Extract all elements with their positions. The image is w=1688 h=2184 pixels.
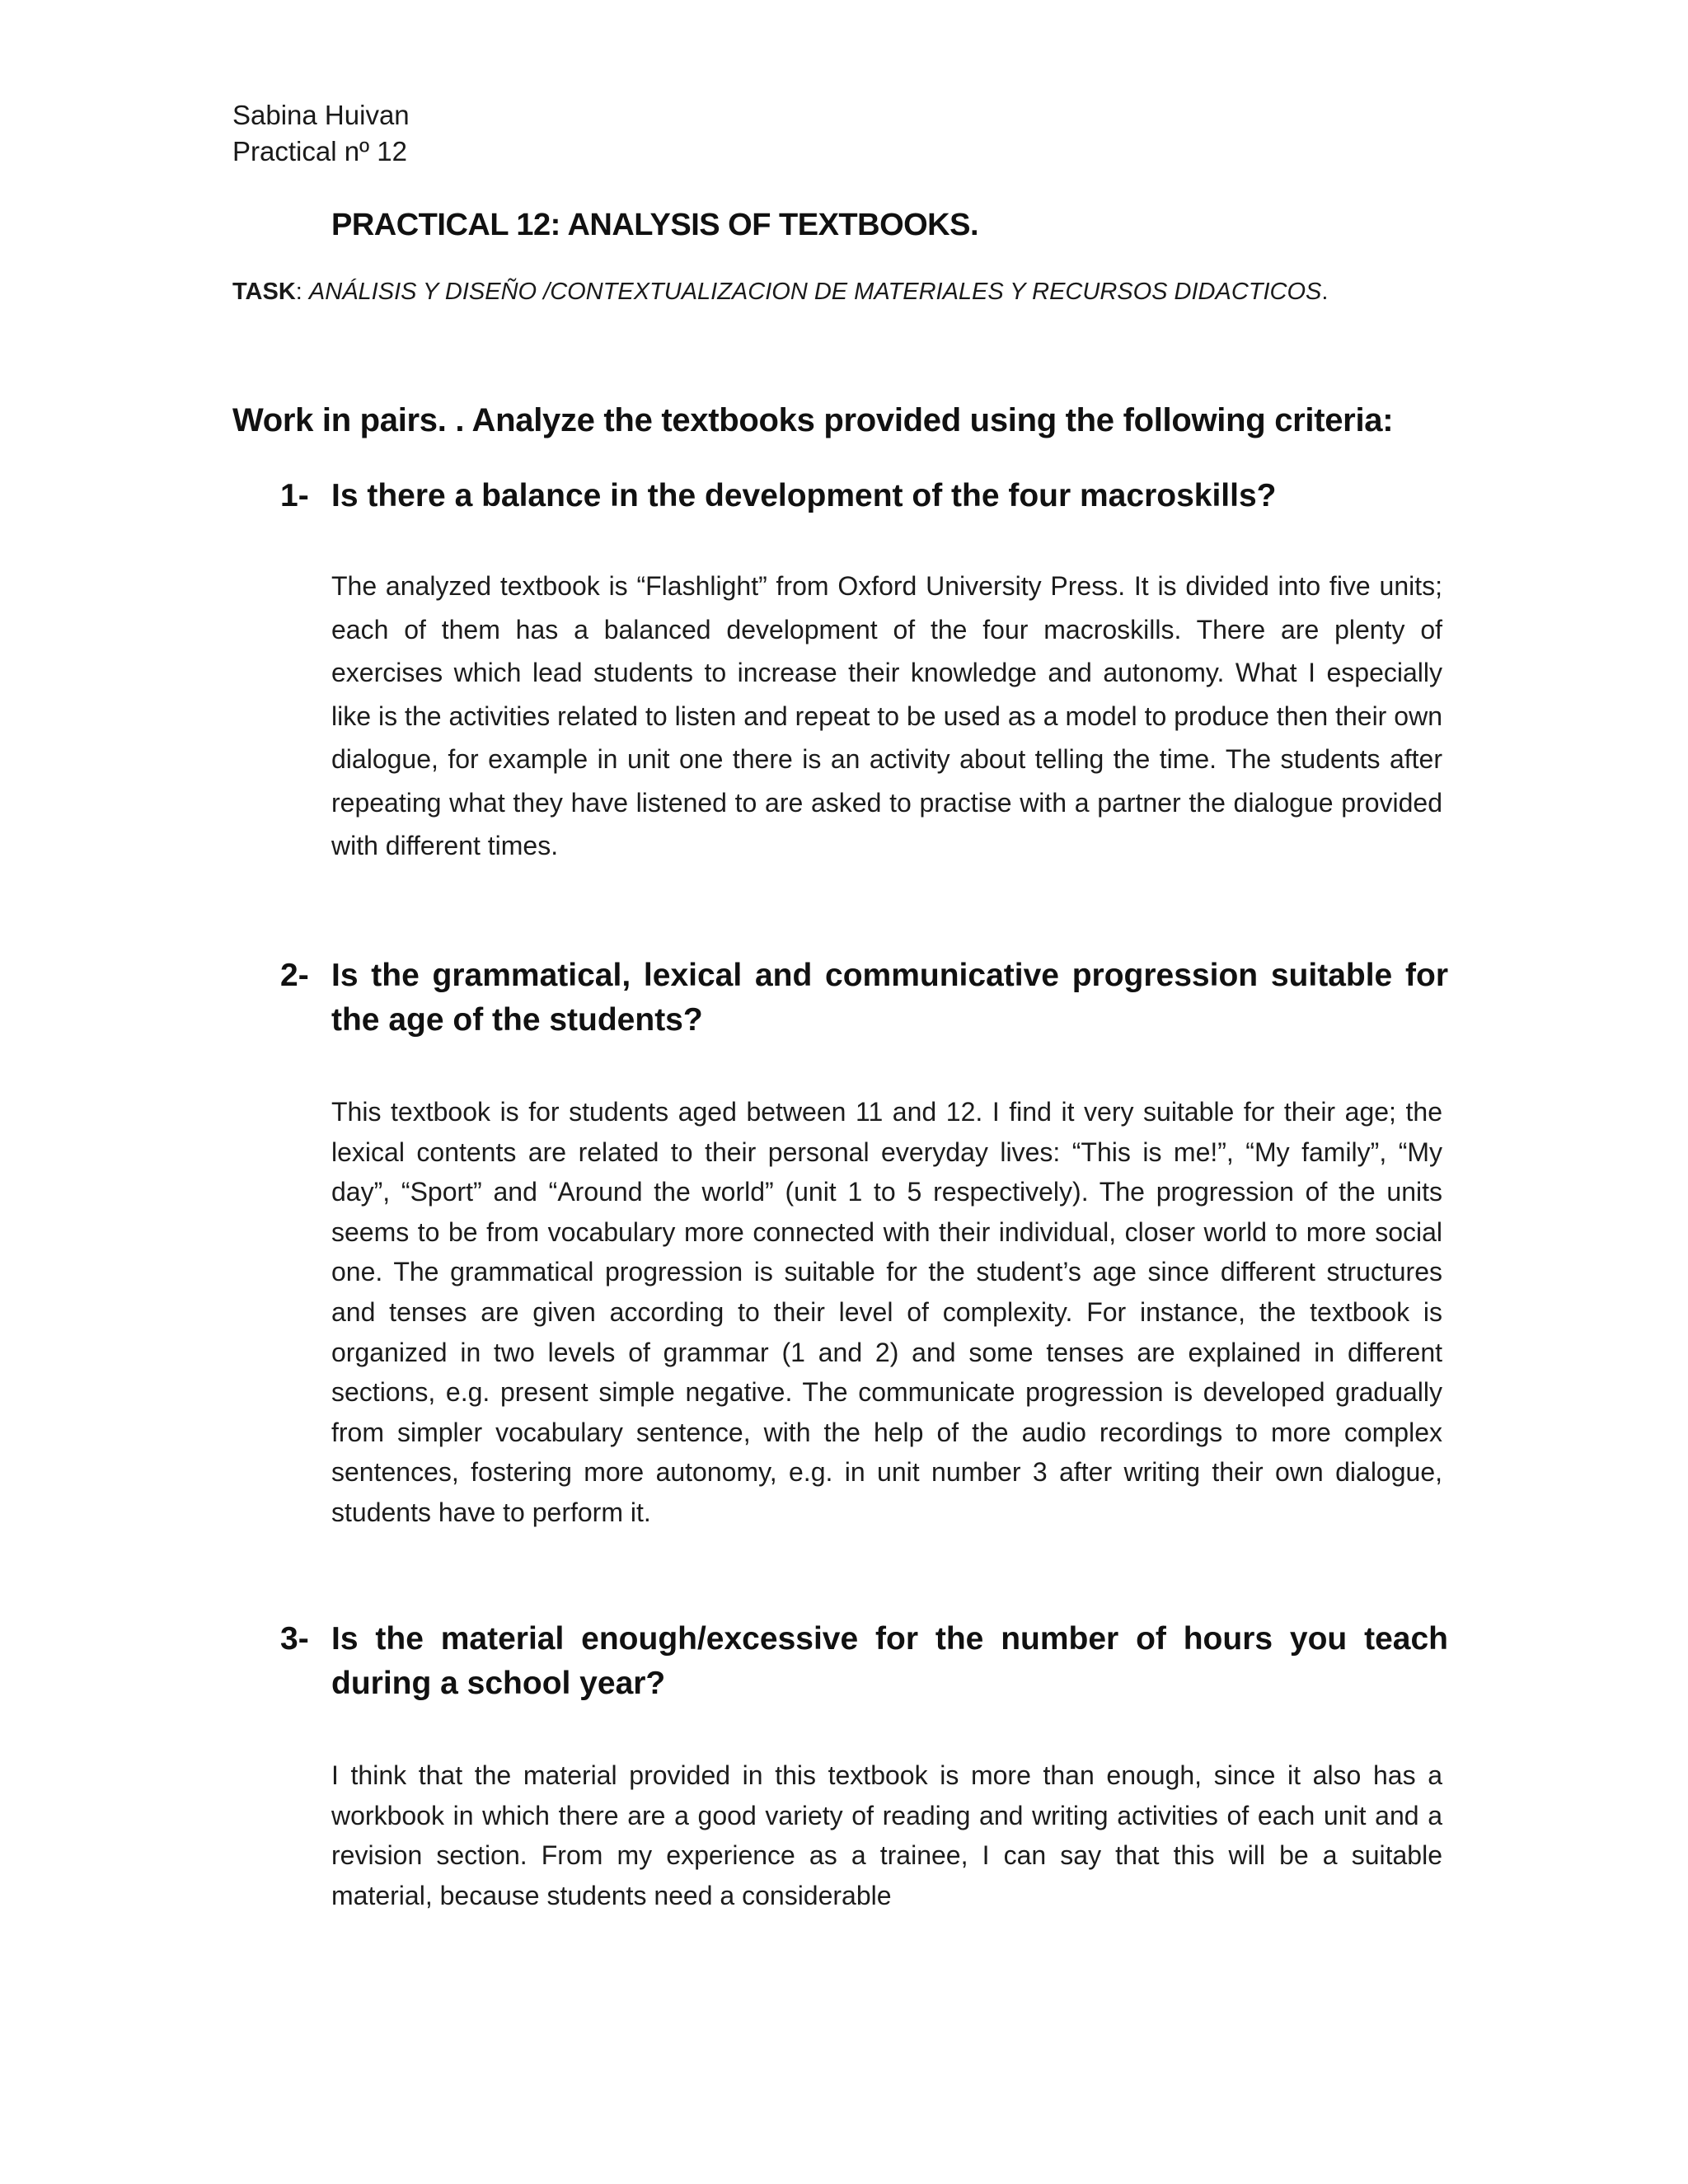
question-text: Is the material enough/excessive for the number of hours you teach during a school year? (331, 1621, 1448, 1701)
question-number: 3- (280, 1621, 309, 1657)
answer-1: The analyzed textbook is “Flashlight” from Oxford University Press. It is divided into five units; each of them has a balanced development of the four macroskills. There are plenty of exercises which lead students to increase their knowledge and autonomy. What I especially like is the activities related to listen and repeat to be used as a model to produce then their own dialogue, for example in unit one there is an activity about telling the time. The students after repeating what they have listened to are asked to practise with a partner the dialogue provided with different times. (331, 571, 1442, 860)
question-number: 1- (280, 478, 309, 513)
instruction-heading: Work in pairs. . Analyze the textbooks provided using the following criteria: (232, 402, 1394, 438)
question-1 (280, 474, 1451, 518)
author-block (232, 97, 410, 170)
question-text: Is there a balance in the development of the four macroskills? (331, 478, 1277, 513)
task-label: TASK (232, 279, 296, 305)
answer-2: This textbook is for students aged between 11 and 12. I find it very suitable for their age; the lexical contents are related to their personal everyday lives: “This is me!”, “My family”, “My day”, “Sport” and “Around the world” (unit 1 to 5 respectively). The progression of the units seems to be from vocabulary more connected with their individual, closer world to more social one. The grammatical progression is suitable for the student’s age since different structures and tenses are given according to their level of complexity. For instance, the textbook is organized in two levels of grammar (1 and 2) and some tenses are explained in different sections, e.g. present simple negative. The communicate progression is developed gradually from simpler vocabulary sentence, with the help of the audio recordings to more complex sentences, fostering more autonomy, e.g. in unit number 3 after writing their own dialogue, students have to perform it. (331, 1097, 1442, 1527)
answer-3: I think that the material provided in this textbook is more than enough, since it also has a workbook in which there are a good variety of reading and writing activities of each unit and a revision section. From my experience as a trainee, I can say that this will be a suitable material, because students need a considerable (331, 1760, 1442, 1910)
document-title: PRACTICAL 12: ANALYSIS OF TEXTBOOKS. (331, 208, 979, 242)
question-number: 2- (280, 958, 309, 993)
author-name: Sabina Huivan (232, 100, 410, 130)
question-2 (280, 954, 1451, 1043)
question-text: Is the grammatical, lexical and communicative progression suitable for the age of the students? (331, 958, 1448, 1038)
task-end: . (1321, 279, 1329, 305)
task-separator: : (295, 279, 309, 305)
task-line (232, 279, 1328, 306)
practical-number: Practical nº 12 (232, 136, 407, 166)
task-text: ANÁLISIS Y DISEÑO /CONTEXTUALIZACION DE MATERIALES Y RECURSOS DIDACTICOS (308, 279, 1322, 305)
question-3 (280, 1617, 1451, 1706)
